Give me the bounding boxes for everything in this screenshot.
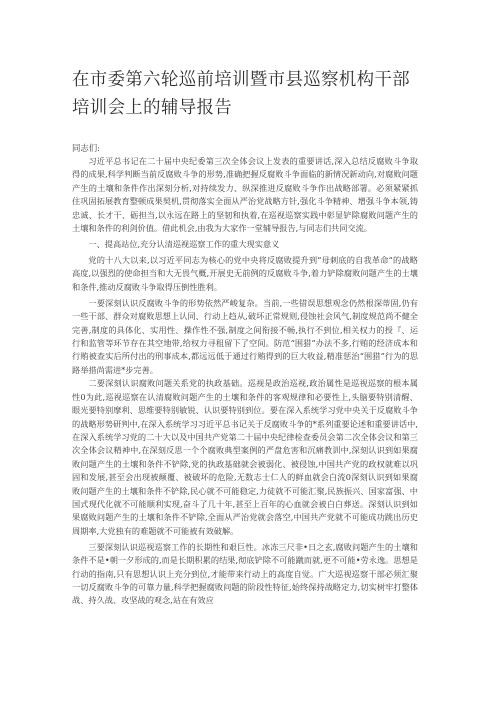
paragraph-background: 党的十八大以来,以习近平同志为核心的党中央将反腐败提升到“母刺底的自我革命”的战略高度,以强烈的使命担当和大无畏气概,开展史无前例的反腐败斗争,着力铲除腐败问题产生的土壤和条件,推动反腐败斗争取得压倒性胜利。 xyxy=(72,255,418,292)
paragraph-point-2: 二要深刻认识腐败问题关系党的执政基础。巡视是政治巡视,政治属性是巡视巡察的根本属性0为此,巡视巡察在认清腐败问题产生的土壤和条件的客观规律和必要性上,头脑要特别清醒、眼光要特别摩利、思维要特别敏锐、认识要特别到位。要在深入系统学习党中央关于反腐败斗争的战略形势研判中,在深入系统学习习近平总书记关于反腐败斗争的*系列重要论述和重要讲话中,在深入系统学习党的二十大以及中国共产党第二十届中央纪律检查委员会第二次全体会议和第三次全体会议精神中,在深刻反思一个个腐败典型案例的严盘危害和沉痛教训中,深刻认识到如果腐败问题产生的土壤和条件不铲除,党的执政基础就会被弱化、被侵蚀,中国共产党的政权就难以巩固和发展,甚至会出现被颠覆、被破坏的危险,无数志士仁人的鲜血就会白流0深刻认识到如果腐败问题产生的土壤和条件不铲除,民心就不可能稳定,力徒就不可能汇聚,民族振兴、国家富强、中国式现代化就不可能顺利实现,奋斗了几十年,甚至上百年的心血就会被白白葬送。深刻认识到如果腐败问题产生的土壤和条件不铲除,全面从严治党就会落空,中国共产党就不可能成功跳出历史周期率,大党独有的难题就不可能被有效破解。 xyxy=(72,378,418,536)
document-title: 在市委第六轮巡前培训暨市县巡察机构干部培训会上的辅导报告 xyxy=(72,70,411,118)
paragraph-point-3: 三要深刻认识巡视巡察工作的长期性和艰巨性。冰冻三尺非•日之玄,腐败问题产生的土壤和条件不是•朝一夕形成的,而是长期积累的结果,彻底铲除不可能蹴而就,更不可能•劳永逸。思想是行动的指南,只有思想认识上充分到位,才能带来行动上的高度自觉。广大巡视巡察干部必须汇聚一切反腐败斗争的可靠力量,科学把握腐败问题的阶段性特征,始终保持战略定力,切实树牢打整体战、持久战、攻坚战的观念,站在有效应 xyxy=(72,541,418,606)
section-heading-1: 一、提高站位,充分认清巡视巡察工作的重大现实意义 xyxy=(88,239,280,250)
paragraph-intro: 习近平总书记在二十届中央纪委第三次全体会议上发表的重要讲话,深入总结反腐败斗争取得的成果,科学判断当前反腐败斗争的形势,准确把握反腐败斗争面临的新情况新动向,对腐败问题产生的土壤和条件作出深刻分析,对持续发力、纵深推进反腐败斗争作出战略部署。必须紧紧抓住巩固拓展教育整顿成果契机,贯彻落实全面从严治党战略方针,强化斗争精神、增强斗争本领,铸忠诚、长才干、砺担当,以永远在路上的坚韧和执着,在巡视巡察实践中彰显铲除腐败问题产生的土壤和条件的利剑价值。借此机会,由我为大家作一堂辅导报告,与同志们共同交流。 xyxy=(72,156,418,234)
greeting: 同志们: xyxy=(72,143,100,153)
paragraph-point-1: 一要深刻认识反腐败斗争的形势依然严峻复杂。当前,一些错误思想观念仍然根深蒂固,仍有一些干部、群众对腐败思想上认同、行动上趋从,破坏正常规则,侵蚀社会风气,制度规范尚不健全完善,制度的具体化、实用性、操作性不强,制度之间衔接不畅,执行不到位,相关权力的授『、运行和监管等环节存在其空地带,给权力寻租留下了空间。防范“围猎”办法不多,行贿的经济成本和行贿被查实后所付出的刑事成本,都远远低于通过行贿得到的巨大收益,精准惩治“围猎”行为的思路举措尚需进*步完善。 xyxy=(72,297,418,375)
